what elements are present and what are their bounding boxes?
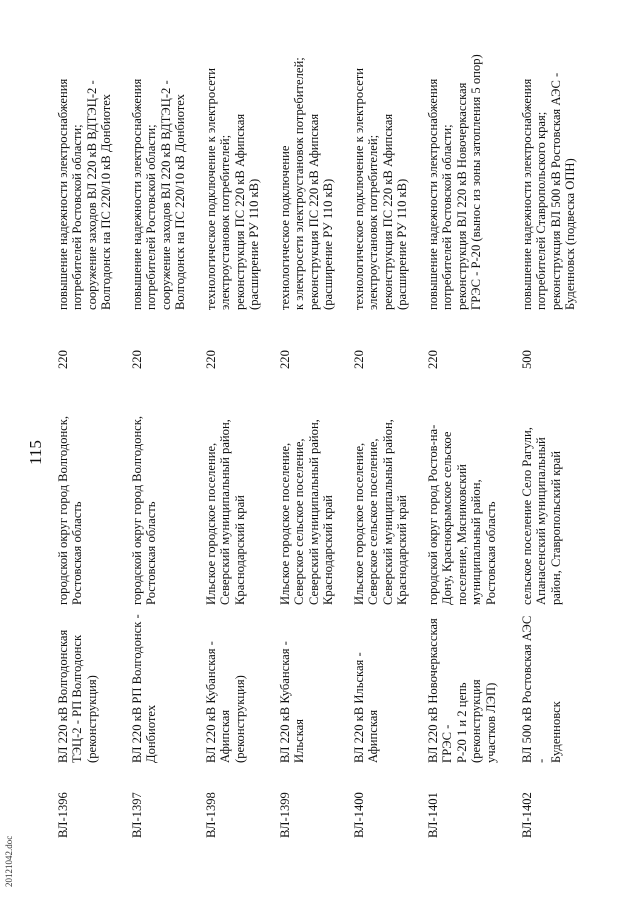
line-code: ВЛ-1400 (352, 792, 366, 838)
line-code: ВЛ-1396 (56, 792, 70, 838)
table-row (204, 22, 278, 838)
purpose: повышение надежности электроснабжения потребителей Ростовской области; реконструкция ВЛ 220 кВ Новочеркасская ГРЭС - Р-20 (вынос из зоны затопления 5 опор) (426, 54, 484, 310)
line-code: ВЛ-1397 (130, 792, 144, 838)
table-row (426, 22, 520, 838)
line-code: ВЛ-1401 (426, 792, 440, 838)
purpose: технологическое подключение к электросети электроустановок потребителей; реконструкция ПС 220 кВ Афипская (расширение РУ 110 кВ) (352, 67, 410, 310)
file-name-footer: 20121042.doc (4, 835, 14, 887)
voltage: 220 (130, 350, 144, 369)
purpose: технологическое подключение к электросети электроустановок потребителей; реконструкция ПС 220 кВ Афипская (расширение РУ 110 кВ) (204, 67, 262, 310)
line-name: ВЛ 220 кВ Волгодонская ТЭЦ-2 - РП Волгодонск (реконструкция) (56, 629, 99, 763)
municipality: городской округ город Волгодонск, Ростовская область (130, 415, 159, 605)
line-name: ВЛ 220 кВ РП Волгодонск - Донбиотех (130, 614, 159, 763)
municipality: городской округ город Ростов-на- Дону, Краснокрымское сельское поселение, Мясниковский муниципальный район, Ростовская область (426, 424, 498, 605)
line-name: ВЛ 220 кВ Кубанская - Ильская (278, 641, 307, 763)
page-number: 115 (26, 440, 45, 465)
voltage: 220 (278, 350, 292, 369)
municipality: сельское поселение Село Рагули, Апанасенский муниципальный район, Ставропольский край (520, 427, 563, 605)
table-row (520, 22, 594, 838)
table-row (130, 22, 204, 838)
line-code: ВЛ-1398 (204, 792, 218, 838)
municipality: Ильское городское поселение, Северский муниципальный район, Краснодарский край (204, 419, 247, 605)
voltage: 500 (520, 350, 534, 369)
purpose: повышение надежности электроснабжения потребителей Ростовской области; сооружение заходов ВЛ 220 кВ ВДТЭЦ-2 - Волгодонск на ПС 220/10 кВ Донбиотех (56, 78, 114, 310)
line-code: ВЛ-1399 (278, 792, 292, 838)
municipality: Ильское городское поселение, Северское сельское поселение, Северский муниципальный район, Краснодарский край (352, 419, 410, 605)
purpose: повышение надежности электроснабжения потребителей Ставропольского края; реконструкция ВЛ 500 кВ Ростовская АЭС - Буденновск (подвеска ОПН) (520, 72, 578, 310)
table-row (352, 22, 426, 838)
line-name: ВЛ 500 кВ Ростовская АЭС - Буденновск (520, 615, 563, 763)
power-lines-table (56, 22, 594, 838)
line-name: ВЛ 220 кВ Кубанская - Афипская (реконструкция) (204, 641, 247, 763)
voltage: 220 (204, 350, 218, 369)
voltage: 220 (352, 350, 366, 369)
voltage: 220 (56, 350, 70, 369)
line-code: ВЛ-1402 (520, 792, 534, 838)
municipality: Ильское городское поселение, Северское сельское поселение, Северский муниципальный район, Краснодарский край (278, 419, 336, 605)
table-row (278, 22, 352, 838)
municipality: городской округ город Волгодонск, Ростовская область (56, 415, 85, 605)
table-row (56, 22, 130, 838)
line-name: ВЛ 220 кВ Новочеркасская ГРЭС - Р-20 1 и 2 цепь (реконструкция участков ЛЭП) (426, 618, 498, 763)
purpose: технологическое подключение к электросети электроустановок потребителей; реконструкция ПС 220 кВ Афипская (расширение РУ 110 кВ) (278, 57, 336, 310)
purpose: повышение надежности электроснабжения потребителей Ростовской области; сооружение заходов ВЛ 220 кВ ВДТЭЦ-2 - Волгодонск на ПС 220/10 кВ Донбиотех (130, 78, 188, 310)
voltage: 220 (426, 350, 440, 369)
line-name: ВЛ 220 кВ Ильская - Афипская (352, 652, 381, 763)
